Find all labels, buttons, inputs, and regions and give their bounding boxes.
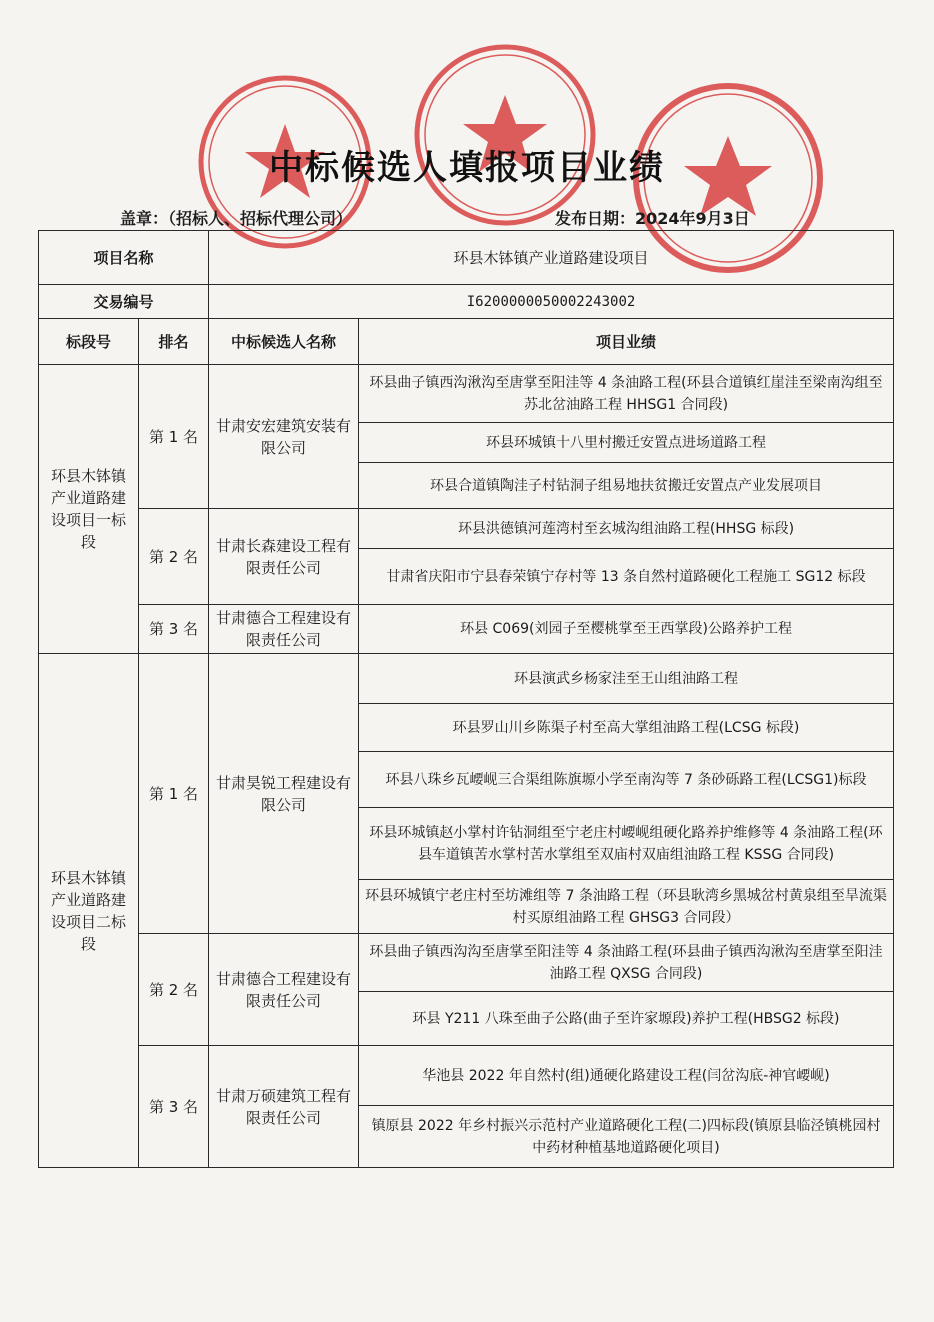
lot-1-name: 环县木钵镇产业道路建设项目一标段 bbox=[39, 365, 139, 654]
project-cell: 镇原县 2022 年乡村振兴示范村产业道路硬化工程(二)四标段(镇原县临泾镇桃园村中药材种植基地道路硬化项目) bbox=[359, 1106, 894, 1168]
lot-2-rank-3: 第 3 名 bbox=[139, 1046, 209, 1168]
trade-no-label: 交易编号 bbox=[39, 285, 209, 319]
project-cell: 环县八珠乡瓦崾岘三合渠组陈旗塬小学至南沟等 7 条砂砾路工程(LCSG1)标段 bbox=[359, 752, 894, 808]
lot-2-rank-2: 第 2 名 bbox=[139, 934, 209, 1046]
project-cell: 环县 Y211 八珠至曲子公路(曲子至许家塬段)养护工程(HBSG2 标段) bbox=[359, 992, 894, 1046]
table-row bbox=[39, 319, 894, 365]
project-cell: 环县曲子镇西沟湫沟至唐掌至阳洼等 4 条油路工程(环县合道镇红崖洼至梁南沟组至苏北岔油路工程 HHSG1 合同段) bbox=[359, 365, 894, 423]
table-row bbox=[39, 654, 894, 704]
seal-middle bbox=[410, 40, 600, 230]
project-name-value: 环县木钵镇产业道路建设项目 bbox=[209, 231, 894, 285]
page-title: 中标候选人填报项目业绩 bbox=[269, 148, 665, 188]
col-rank-header: 排名 bbox=[139, 319, 209, 365]
lot-2-candidate-2: 甘肃德合工程建设有限责任公司 bbox=[209, 934, 359, 1046]
project-cell: 甘肃省庆阳市宁县春荣镇宁存村等 13 条自然村道路硬化工程施工 SG12 标段 bbox=[359, 549, 894, 605]
project-cell: 华池县 2022 年自然村(组)通硬化路建设工程(闫岔沟底-神官崾岘) bbox=[359, 1046, 894, 1106]
performance-table bbox=[38, 230, 894, 1168]
table-row bbox=[39, 285, 894, 319]
stamp-label: 盖章：（招标人、招标代理公司） bbox=[120, 209, 353, 228]
col-lot-header: 标段号 bbox=[39, 319, 139, 365]
trade-no-value: I6200000050002243002 bbox=[209, 285, 894, 319]
col-candidate-header: 中标候选人名称 bbox=[209, 319, 359, 365]
table-row bbox=[39, 934, 894, 992]
lot-1-candidate-1: 甘肃安宏建筑安装有限公司 bbox=[209, 365, 359, 509]
project-cell: 环县洪德镇河莲湾村至玄城沟组油路工程(HHSG 标段) bbox=[359, 509, 894, 549]
table-row bbox=[39, 509, 894, 549]
lot-2-candidate-1: 甘肃昊锐工程建设有限公司 bbox=[209, 654, 359, 934]
project-cell: 环县环城镇赵小掌村许钻洞组至宁老庄村崾岘组硬化路养护维修等 4 条油路工程(环县车道镇苦水掌村苦水掌组至双庙村双庙组油路工程 KSSG 合同段) bbox=[359, 808, 894, 880]
seal-middle-icon bbox=[410, 40, 600, 230]
project-cell: 环县演武乡杨家洼至王山组油路工程 bbox=[359, 654, 894, 704]
publish-date: 发布日期：2024年9月3日 bbox=[555, 209, 750, 228]
table-row bbox=[39, 1046, 894, 1106]
lot-1-candidate-2: 甘肃长森建设工程有限责任公司 bbox=[209, 509, 359, 605]
project-cell: 环县环城镇宁老庄村至坊滩组等 7 条油路工程（环县耿湾乡黑城岔村黄泉组至旱流渠村买原组油路工程 GHSG3 合同段） bbox=[359, 880, 894, 934]
lot-1-candidate-3: 甘肃德合工程建设有限责任公司 bbox=[209, 605, 359, 654]
lot-2-name: 环县木钵镇产业道路建设项目二标段 bbox=[39, 654, 139, 1168]
lot-1-rank-2: 第 2 名 bbox=[139, 509, 209, 605]
project-cell: 环县罗山川乡陈渠子村至高大掌组油路工程(LCSG 标段) bbox=[359, 704, 894, 752]
lot-1-rank-1: 第 1 名 bbox=[139, 365, 209, 509]
project-cell: 环县 C069(刘园子至樱桃掌至王西掌段)公路养护工程 bbox=[359, 605, 894, 654]
project-cell: 环县合道镇陶洼子村钻洞子组易地扶贫搬迁安置点产业发展项目 bbox=[359, 463, 894, 509]
lot-2-candidate-3: 甘肃万硕建筑工程有限责任公司 bbox=[209, 1046, 359, 1168]
lot-2-rank-1: 第 1 名 bbox=[139, 654, 209, 934]
table-row bbox=[39, 365, 894, 423]
col-perf-header: 项目业绩 bbox=[359, 319, 894, 365]
project-cell: 环县环城镇十八里村搬迁安置点进场道路工程 bbox=[359, 423, 894, 463]
project-cell: 环县曲子镇西沟沟至唐掌至阳洼等 4 条油路工程(环县曲子镇西沟湫沟至唐掌至阳洼油路工程 QXSG 合同段) bbox=[359, 934, 894, 992]
table-row bbox=[39, 605, 894, 654]
project-name-label: 项目名称 bbox=[39, 231, 209, 285]
lot-1-rank-3: 第 3 名 bbox=[139, 605, 209, 654]
table-row bbox=[39, 231, 894, 285]
